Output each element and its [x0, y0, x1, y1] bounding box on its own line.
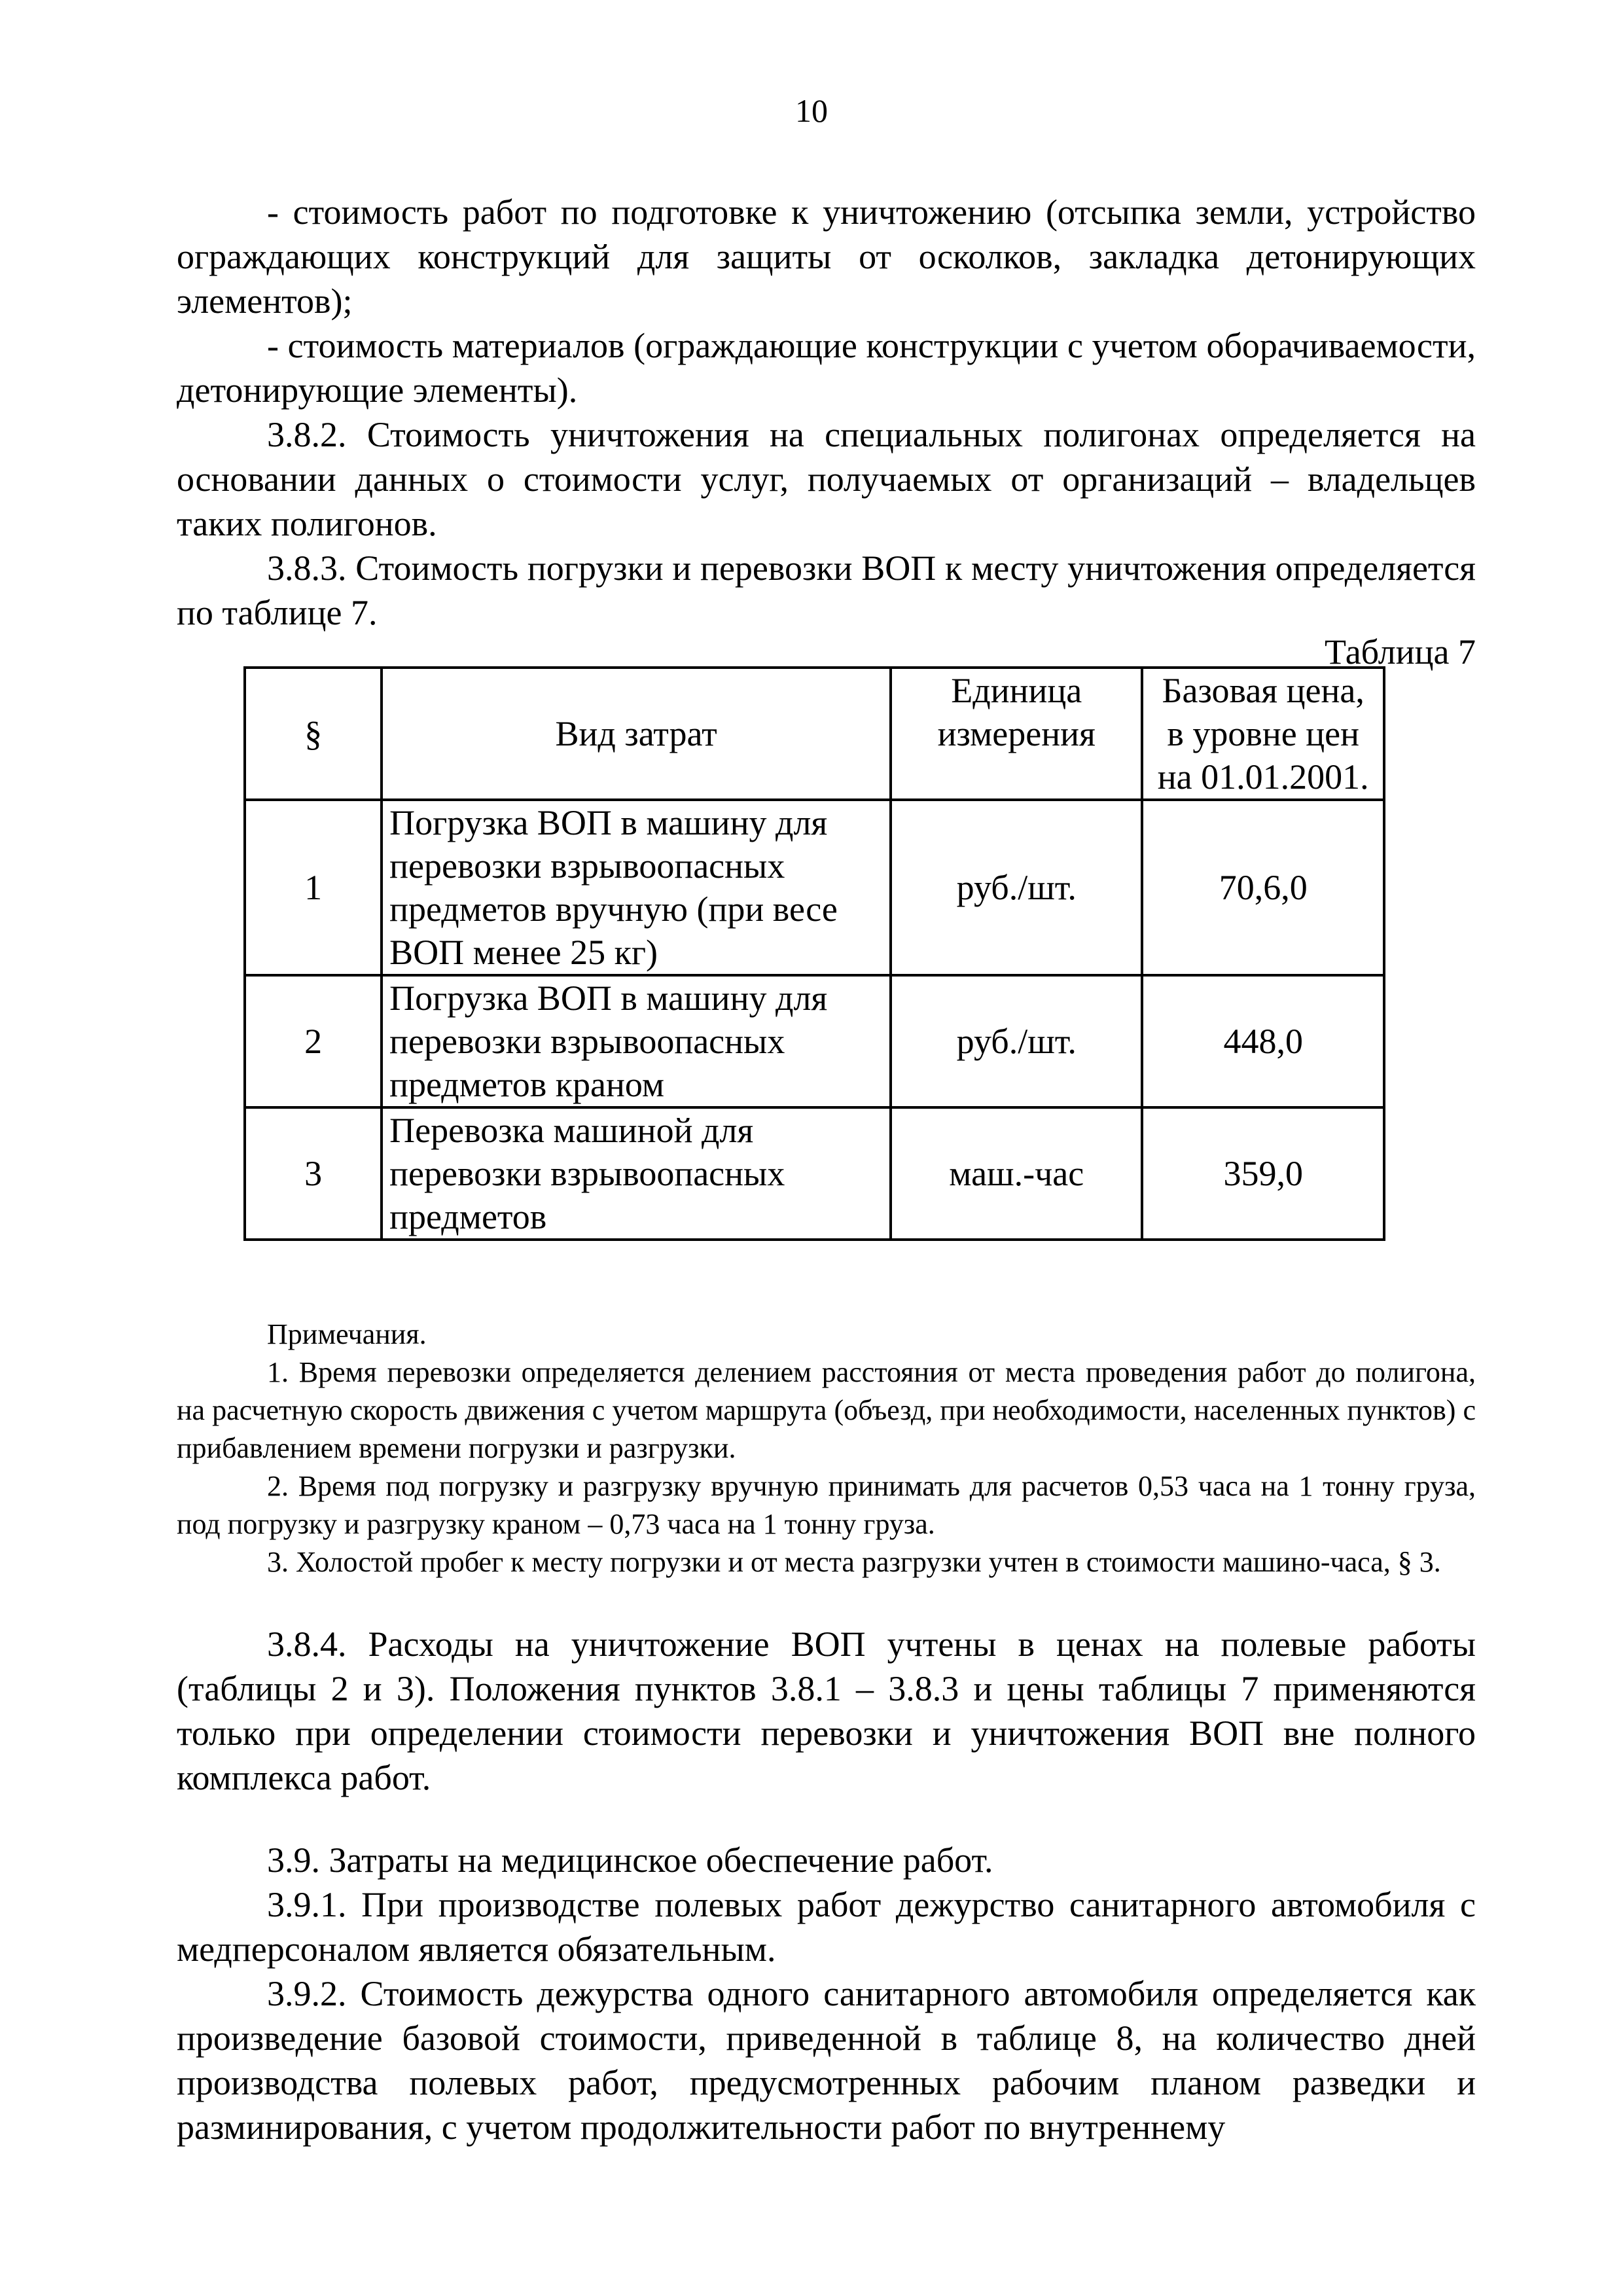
row-description: Погрузка ВОП в машину для перевозки взрывоопасных предметов вручную (при весе ВОП менее 25 кг)	[382, 800, 891, 975]
body-text-bottom	[177, 1838, 1476, 2149]
row-number: 3	[245, 1107, 382, 1240]
row-unit: руб./шт.	[891, 975, 1142, 1107]
paragraph: 3.8.3. Стоимость погрузки и перевозки ВОП к месту уничтожения определяется по таблице 7.	[177, 548, 1476, 632]
row-unit: маш.-час	[891, 1107, 1142, 1240]
table-row	[245, 800, 1384, 975]
note-item: 3. Холостой пробег к месту погрузки и от места разгрузки учтен в стоимости машино-часа, § 3.	[267, 1546, 1441, 1578]
table-header-row	[245, 668, 1384, 800]
paragraph: 3.9. Затраты на медицинское обеспечение работ.	[267, 1840, 993, 1880]
note-item: 2. Время под погрузку и разгрузку вручную принимать для расчетов 0,53 часа на 1 тонну груза, под погрузку и разгрузку краном – 0,73 часа на 1 тонну груза.	[177, 1470, 1476, 1540]
row-price: 448,0	[1142, 975, 1384, 1107]
header-section: §	[245, 668, 382, 800]
paragraph: 3.8.2. Стоимость уничтожения на специальных полигонах определяется на основании данных о стоимости услуг, получаемых от организаций – владельцев таких полигонов.	[177, 415, 1476, 543]
note-item: 1. Время перевозки определяется делением расстояния от места проведения работ до полигона, на расчетную скорость движения с учетом маршрута (объезд, при необходимости, населенных пунктов) с прибавлением времени погрузки и разгрузки.	[177, 1356, 1476, 1464]
header-cost-type: Вид затрат	[382, 668, 891, 800]
paragraph: - стоимость работ по подготовке к уничтожению (отсыпка земли, устройство ограждающих конструкций для защиты от осколков, закладка детонирующих элементов);	[177, 192, 1476, 321]
row-price: 70,6,0	[1142, 800, 1384, 975]
table-7	[243, 666, 1385, 1241]
table-row	[245, 1107, 1384, 1240]
notes-block	[177, 1316, 1476, 1581]
body-text-384	[177, 1622, 1476, 1800]
body-text-top	[177, 190, 1476, 635]
paragraph: 3.8.4. Расходы на уничтожение ВОП учтены в ценах на полевые работы (таблицы 2 и 3). Положения пунктов 3.8.1 – 3.8.3 и цены таблицы 7 применяются только при определении стоимости перевозки и уничтожения ВОП вне полного комплекса работ.	[177, 1624, 1476, 1797]
paragraph: 3.9.2. Стоимость дежурства одного санитарного автомобиля определяется как произведение базовой стоимости, приведенной в таблице 8, на количество дней производства полевых работ, предусмотренных рабочим планом разведки и разминирования, с учетом продолжительности работ по внутреннему	[177, 1974, 1476, 2147]
notes-title: Примечания.	[267, 1318, 427, 1350]
paragraph: 3.9.1. При производстве полевых работ дежурство санитарного автомобиля с медперсоналом является обязательным.	[177, 1885, 1476, 1969]
table-caption: Таблица 7	[1325, 632, 1476, 672]
row-unit: руб./шт.	[891, 800, 1142, 975]
paragraph: - стоимость материалов (ограждающие конструкции с учетом оборачиваемости, детонирующие элементы).	[177, 326, 1476, 410]
row-description: Погрузка ВОП в машину для перевозки взрывоопасных предметов краном	[382, 975, 891, 1107]
row-number: 1	[245, 800, 382, 975]
page-number: 10	[795, 92, 828, 129]
row-price: 359,0	[1142, 1107, 1384, 1240]
header-base-price: Базовая цена, в уровне цен на 01.01.2001.	[1142, 668, 1384, 800]
row-number: 2	[245, 975, 382, 1107]
table-row	[245, 975, 1384, 1107]
header-unit: Единица измерения	[891, 668, 1142, 800]
row-description: Перевозка машиной для перевозки взрывоопасных предметов	[382, 1107, 891, 1240]
